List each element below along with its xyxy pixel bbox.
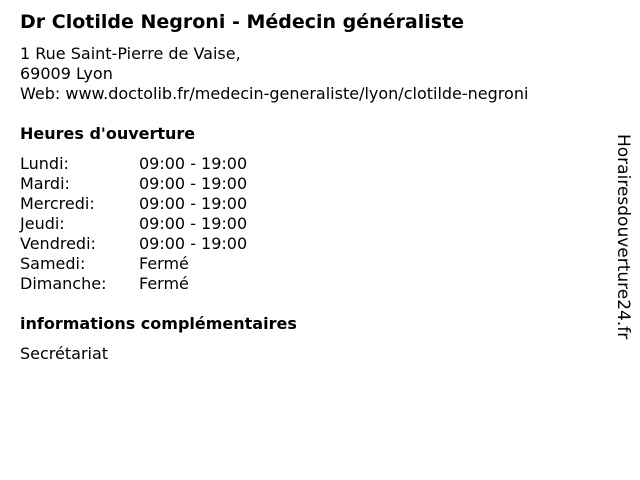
address-city: 69009 Lyon — [20, 64, 113, 83]
additional-info-heading: informations complémentaires — [20, 314, 297, 333]
page-title: Dr Clotilde Negroni - Médecin généraliste — [20, 11, 465, 33]
hours-row-lundi — [20, 154, 320, 174]
hours-row-mercredi — [20, 194, 320, 214]
opening-hours-heading: Heures d'ouverture — [20, 124, 196, 143]
hours-row-dimanche — [20, 274, 320, 294]
day-label: Lundi: — [20, 154, 69, 173]
opening-hours-table — [20, 154, 320, 294]
hours-value: 09:00 - 19:00 — [139, 214, 248, 233]
hours-value: 09:00 - 19:00 — [139, 154, 248, 173]
hours-value: Fermé — [139, 274, 189, 293]
day-label: Jeudi: — [20, 214, 65, 233]
hours-value: Fermé — [139, 254, 189, 273]
hours-row-jeudi — [20, 214, 320, 234]
hours-value: 09:00 - 19:00 — [139, 234, 248, 253]
day-label: Samedi: — [20, 254, 86, 273]
hours-row-samedi — [20, 254, 320, 274]
hours-value: 09:00 - 19:00 — [139, 174, 248, 193]
hours-value: 09:00 - 19:00 — [139, 194, 248, 213]
site-watermark: Horairesdouverture24.fr — [613, 134, 633, 340]
day-label: Mercredi: — [20, 194, 95, 213]
day-label: Vendredi: — [20, 234, 96, 253]
address-block — [20, 44, 528, 104]
address-street: 1 Rue Saint-Pierre de Vaise, — [20, 44, 241, 63]
day-label: Dimanche: — [20, 274, 107, 293]
additional-info-text: Secrétariat — [20, 344, 109, 363]
hours-row-vendredi — [20, 234, 320, 254]
website-line: Web: www.doctolib.fr/medecin-generaliste/lyon/clotilde-negroni — [20, 84, 529, 103]
hours-row-mardi — [20, 174, 320, 194]
day-label: Mardi: — [20, 174, 70, 193]
